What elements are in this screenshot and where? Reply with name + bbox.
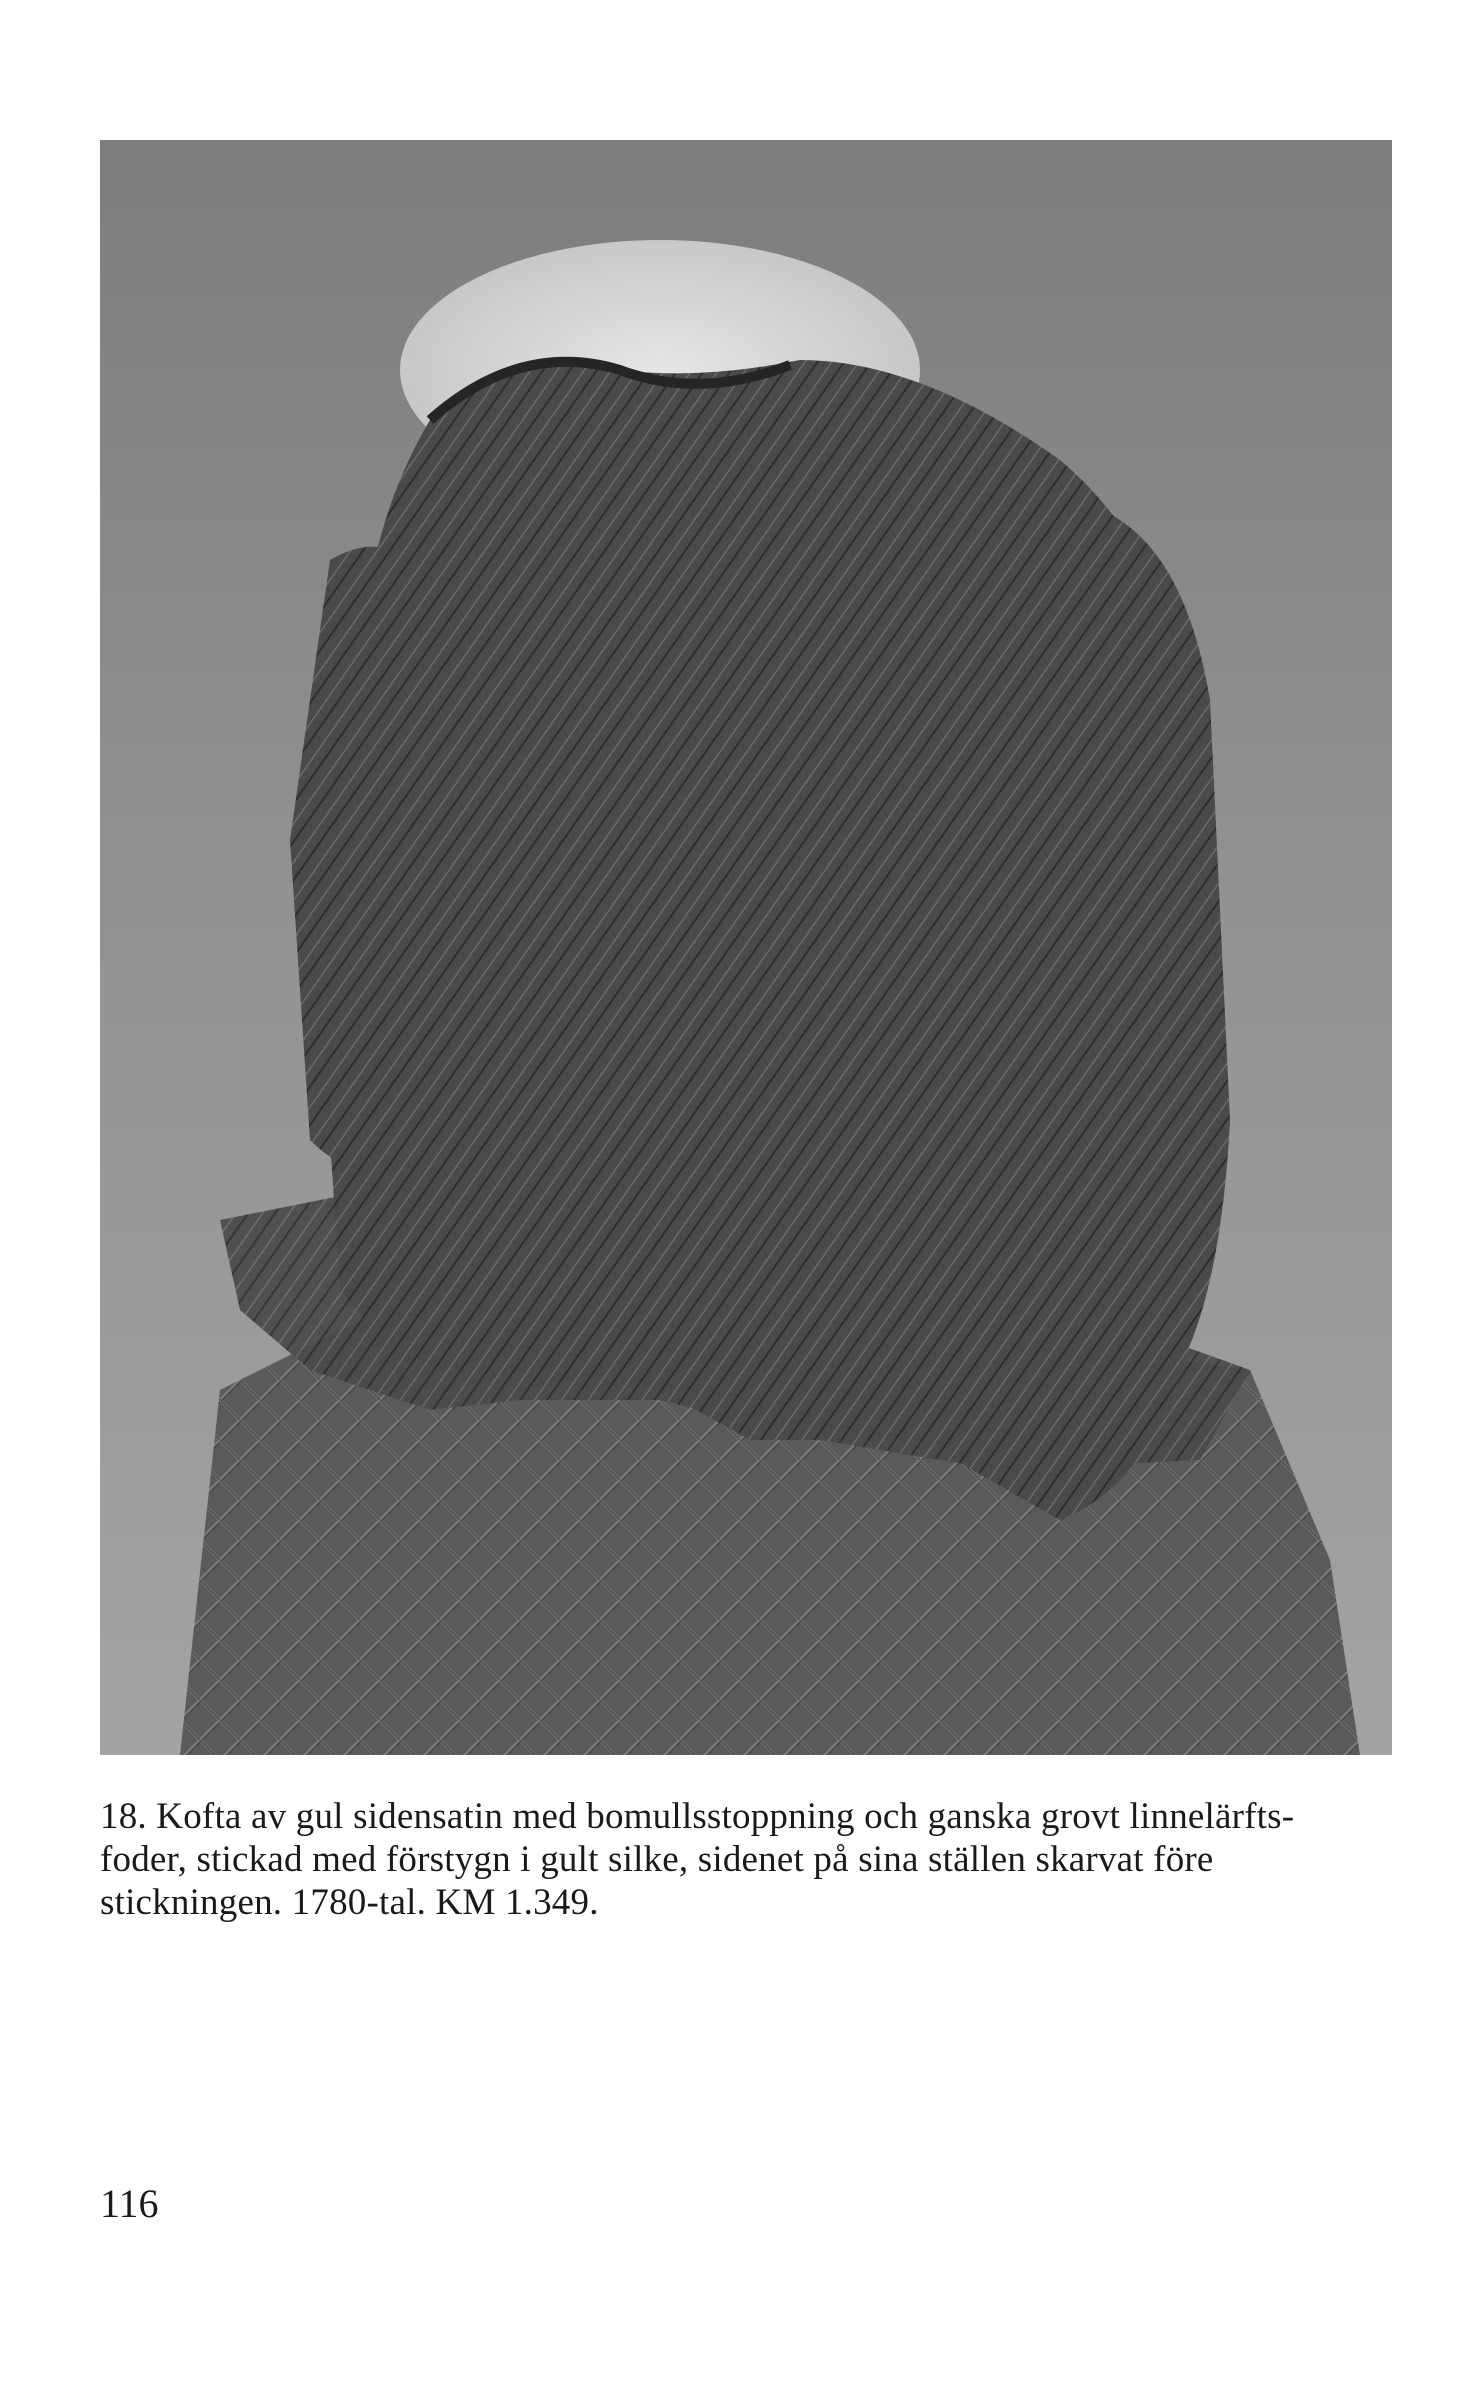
- figure-photograph: [100, 140, 1392, 1755]
- jacket-photo-image: [100, 140, 1392, 1755]
- page-number: 116: [100, 2181, 159, 2226]
- caption-line: foder, stickad med förstygn i gult silke, sidenet på sina ställen skarvat före: [100, 1839, 1214, 1880]
- caption-line: stickningen. 1780-tal. KM 1.349.: [100, 1882, 599, 1923]
- caption-line: 18. Kofta av gul sidensatin med bomullsstoppning och ganska grovt linnelärfts-: [100, 1796, 1295, 1837]
- figure-caption: [100, 1795, 1392, 1924]
